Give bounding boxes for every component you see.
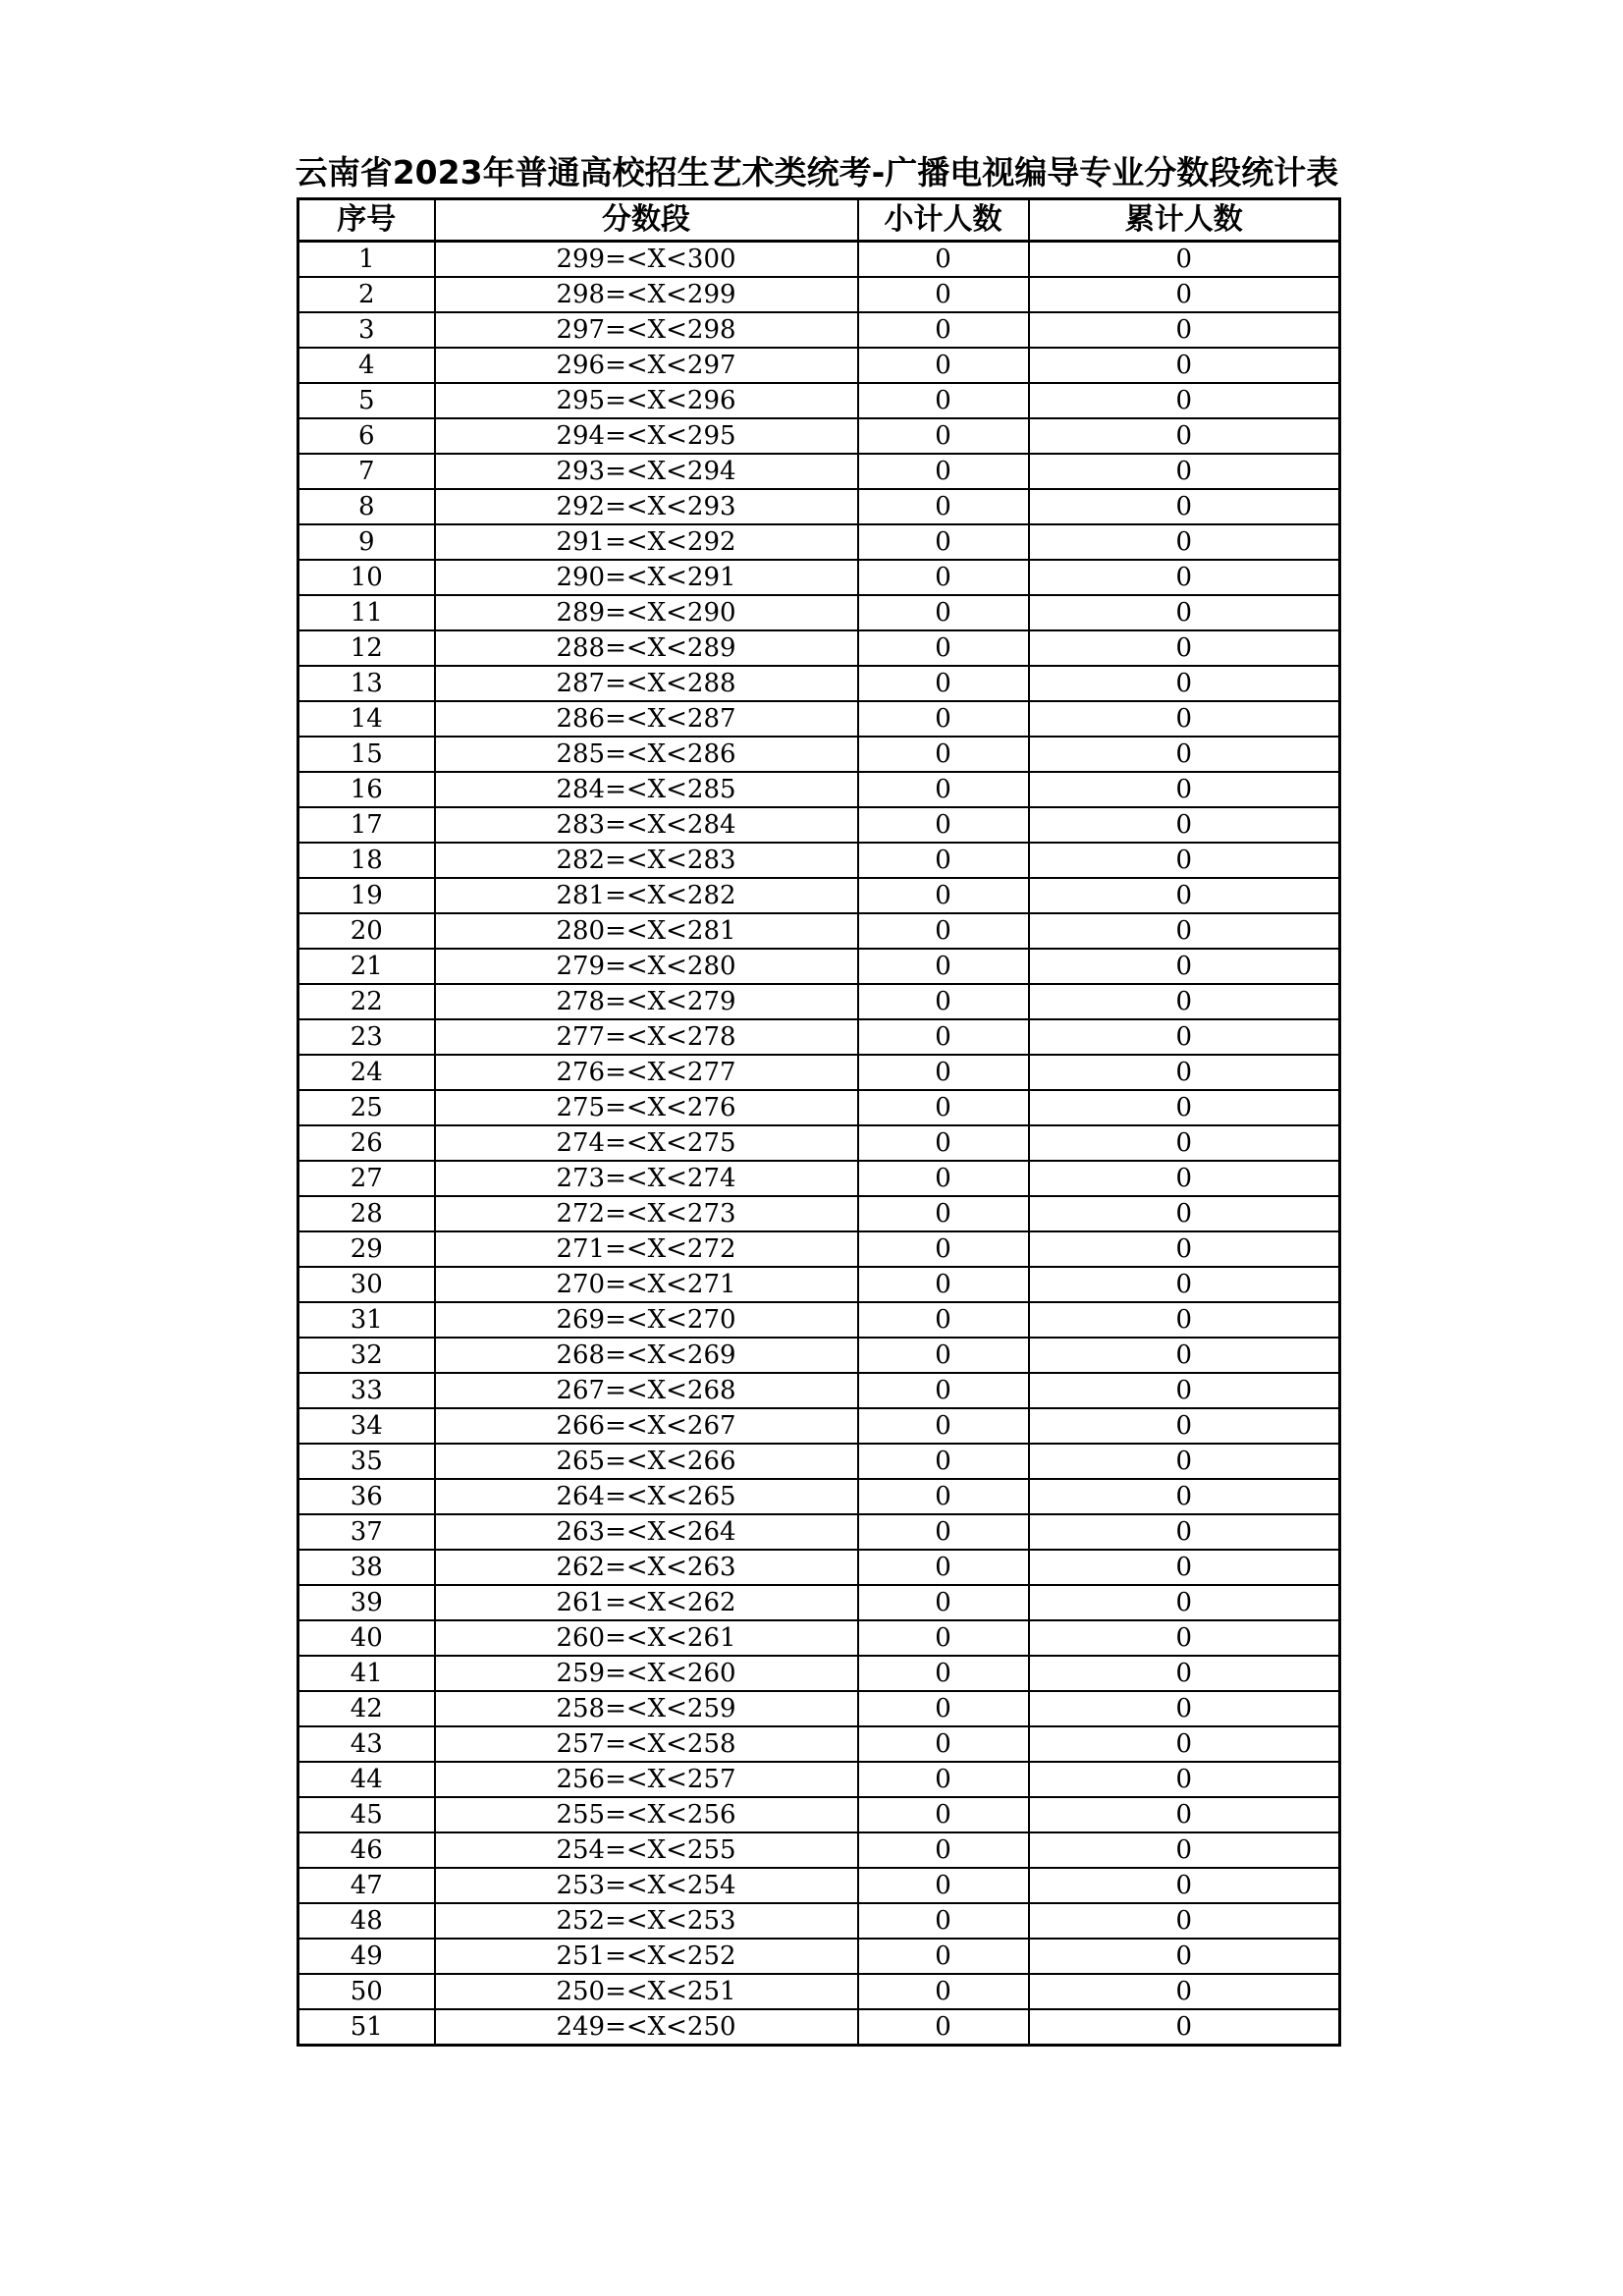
cell-subtotal: 0 bbox=[858, 1903, 1029, 1939]
cell-subtotal: 0 bbox=[858, 1514, 1029, 1550]
cell-subtotal: 0 bbox=[858, 1974, 1029, 2009]
cell-index: 44 bbox=[298, 1762, 435, 1797]
cell-subtotal: 0 bbox=[858, 1444, 1029, 1479]
table-row bbox=[298, 630, 1340, 666]
table-row bbox=[298, 1055, 1340, 1090]
cell-score-range: 291=<X<292 bbox=[435, 524, 858, 560]
cell-cumulative: 0 bbox=[1029, 1479, 1340, 1514]
cell-cumulative: 0 bbox=[1029, 1408, 1340, 1444]
table-row bbox=[298, 1019, 1340, 1055]
cell-index: 1 bbox=[298, 242, 435, 278]
cell-cumulative: 0 bbox=[1029, 701, 1340, 737]
table-row bbox=[298, 1585, 1340, 1620]
cell-cumulative: 0 bbox=[1029, 383, 1340, 418]
cell-index: 2 bbox=[298, 277, 435, 312]
cell-cumulative: 0 bbox=[1029, 1620, 1340, 1656]
cell-subtotal: 0 bbox=[858, 1939, 1029, 1974]
cell-subtotal: 0 bbox=[858, 1231, 1029, 1267]
cell-index: 28 bbox=[298, 1196, 435, 1231]
cell-cumulative: 0 bbox=[1029, 242, 1340, 278]
cell-cumulative: 0 bbox=[1029, 560, 1340, 595]
cell-subtotal: 0 bbox=[858, 630, 1029, 666]
cell-cumulative: 0 bbox=[1029, 1550, 1340, 1585]
cell-cumulative: 0 bbox=[1029, 1656, 1340, 1691]
table-row bbox=[298, 1550, 1340, 1585]
cell-score-range: 274=<X<275 bbox=[435, 1125, 858, 1161]
cell-score-range: 269=<X<270 bbox=[435, 1302, 858, 1338]
cell-index: 11 bbox=[298, 595, 435, 630]
table-row bbox=[298, 1620, 1340, 1656]
table-row bbox=[298, 1762, 1340, 1797]
cell-score-range: 277=<X<278 bbox=[435, 1019, 858, 1055]
cell-score-range: 289=<X<290 bbox=[435, 595, 858, 630]
cell-subtotal: 0 bbox=[858, 489, 1029, 524]
cell-index: 8 bbox=[298, 489, 435, 524]
table-row bbox=[298, 277, 1340, 312]
cell-subtotal: 0 bbox=[858, 666, 1029, 701]
cell-index: 5 bbox=[298, 383, 435, 418]
table-row bbox=[298, 418, 1340, 454]
table-row bbox=[298, 1125, 1340, 1161]
cell-subtotal: 0 bbox=[858, 524, 1029, 560]
cell-score-range: 290=<X<291 bbox=[435, 560, 858, 595]
cell-subtotal: 0 bbox=[858, 1019, 1029, 1055]
table-row bbox=[298, 489, 1340, 524]
cell-score-range: 261=<X<262 bbox=[435, 1585, 858, 1620]
table-row bbox=[298, 1479, 1340, 1514]
cell-cumulative: 0 bbox=[1029, 772, 1340, 807]
cell-index: 50 bbox=[298, 1974, 435, 2009]
cell-index: 15 bbox=[298, 737, 435, 772]
cell-index: 39 bbox=[298, 1585, 435, 1620]
cell-subtotal: 0 bbox=[858, 1267, 1029, 1302]
cell-index: 9 bbox=[298, 524, 435, 560]
cell-index: 14 bbox=[298, 701, 435, 737]
table-row bbox=[298, 1408, 1340, 1444]
cell-score-range: 283=<X<284 bbox=[435, 807, 858, 843]
cell-cumulative: 0 bbox=[1029, 1868, 1340, 1903]
cell-index: 18 bbox=[298, 843, 435, 878]
table-row bbox=[298, 560, 1340, 595]
cell-index: 38 bbox=[298, 1550, 435, 1585]
page-title: 云南省2023年普通高校招生艺术类统考-广播电视编导专业分数段统计表 bbox=[295, 153, 1339, 191]
cell-subtotal: 0 bbox=[858, 277, 1029, 312]
cell-cumulative: 0 bbox=[1029, 418, 1340, 454]
table-row bbox=[298, 454, 1340, 489]
table-row bbox=[298, 383, 1340, 418]
cell-cumulative: 0 bbox=[1029, 737, 1340, 772]
table-row bbox=[298, 949, 1340, 984]
cell-index: 25 bbox=[298, 1090, 435, 1125]
table-row bbox=[298, 1514, 1340, 1550]
table-row bbox=[298, 242, 1340, 278]
cell-index: 20 bbox=[298, 913, 435, 949]
cell-cumulative: 0 bbox=[1029, 1832, 1340, 1868]
cell-cumulative: 0 bbox=[1029, 312, 1340, 348]
cell-subtotal: 0 bbox=[858, 984, 1029, 1019]
cell-subtotal: 0 bbox=[858, 595, 1029, 630]
cell-score-range: 294=<X<295 bbox=[435, 418, 858, 454]
cell-index: 6 bbox=[298, 418, 435, 454]
cell-subtotal: 0 bbox=[858, 348, 1029, 383]
cell-score-range: 280=<X<281 bbox=[435, 913, 858, 949]
cell-index: 47 bbox=[298, 1868, 435, 1903]
cell-index: 41 bbox=[298, 1656, 435, 1691]
cell-cumulative: 0 bbox=[1029, 1125, 1340, 1161]
column-header-index: 序号 bbox=[298, 199, 435, 242]
table-row bbox=[298, 524, 1340, 560]
cell-score-range: 287=<X<288 bbox=[435, 666, 858, 701]
cell-index: 13 bbox=[298, 666, 435, 701]
cell-index: 48 bbox=[298, 1903, 435, 1939]
cell-score-range: 254=<X<255 bbox=[435, 1832, 858, 1868]
table-row bbox=[298, 595, 1340, 630]
cell-score-range: 252=<X<253 bbox=[435, 1903, 858, 1939]
cell-index: 37 bbox=[298, 1514, 435, 1550]
cell-score-range: 258=<X<259 bbox=[435, 1691, 858, 1726]
table-row bbox=[298, 701, 1340, 737]
table-row bbox=[298, 843, 1340, 878]
table-row bbox=[298, 1726, 1340, 1762]
cell-index: 23 bbox=[298, 1019, 435, 1055]
cell-subtotal: 0 bbox=[858, 454, 1029, 489]
column-header-subtotal: 小计人数 bbox=[858, 199, 1029, 242]
cell-subtotal: 0 bbox=[858, 560, 1029, 595]
cell-subtotal: 0 bbox=[858, 1762, 1029, 1797]
cell-index: 29 bbox=[298, 1231, 435, 1267]
table-row bbox=[298, 348, 1340, 383]
table-row bbox=[298, 1373, 1340, 1408]
cell-score-range: 263=<X<264 bbox=[435, 1514, 858, 1550]
cell-index: 40 bbox=[298, 1620, 435, 1656]
table-row bbox=[298, 666, 1340, 701]
cell-cumulative: 0 bbox=[1029, 630, 1340, 666]
column-header-cumulative: 累计人数 bbox=[1029, 199, 1340, 242]
cell-index: 43 bbox=[298, 1726, 435, 1762]
cell-subtotal: 0 bbox=[858, 1161, 1029, 1196]
cell-cumulative: 0 bbox=[1029, 1231, 1340, 1267]
cell-score-range: 256=<X<257 bbox=[435, 1762, 858, 1797]
cell-score-range: 295=<X<296 bbox=[435, 383, 858, 418]
table-row bbox=[298, 1196, 1340, 1231]
cell-subtotal: 0 bbox=[858, 1832, 1029, 1868]
cell-index: 21 bbox=[298, 949, 435, 984]
cell-subtotal: 0 bbox=[858, 913, 1029, 949]
cell-score-range: 266=<X<267 bbox=[435, 1408, 858, 1444]
cell-index: 33 bbox=[298, 1373, 435, 1408]
cell-score-range: 257=<X<258 bbox=[435, 1726, 858, 1762]
cell-index: 24 bbox=[298, 1055, 435, 1090]
table-row bbox=[298, 1231, 1340, 1267]
cell-cumulative: 0 bbox=[1029, 348, 1340, 383]
table-row bbox=[298, 1797, 1340, 1832]
cell-subtotal: 0 bbox=[858, 1373, 1029, 1408]
cell-cumulative: 0 bbox=[1029, 1019, 1340, 1055]
cell-subtotal: 0 bbox=[858, 1196, 1029, 1231]
cell-score-range: 299=<X<300 bbox=[435, 242, 858, 278]
cell-subtotal: 0 bbox=[858, 1338, 1029, 1373]
cell-index: 12 bbox=[298, 630, 435, 666]
table-row bbox=[298, 312, 1340, 348]
cell-index: 51 bbox=[298, 2009, 435, 2046]
cell-index: 34 bbox=[298, 1408, 435, 1444]
table-row bbox=[298, 1338, 1340, 1373]
cell-score-range: 297=<X<298 bbox=[435, 312, 858, 348]
cell-index: 30 bbox=[298, 1267, 435, 1302]
cell-subtotal: 0 bbox=[858, 843, 1029, 878]
cell-index: 10 bbox=[298, 560, 435, 595]
cell-score-range: 292=<X<293 bbox=[435, 489, 858, 524]
cell-score-range: 278=<X<279 bbox=[435, 984, 858, 1019]
cell-cumulative: 0 bbox=[1029, 1055, 1340, 1090]
cell-cumulative: 0 bbox=[1029, 1585, 1340, 1620]
cell-score-range: 275=<X<276 bbox=[435, 1090, 858, 1125]
cell-subtotal: 0 bbox=[858, 1408, 1029, 1444]
cell-index: 35 bbox=[298, 1444, 435, 1479]
cell-cumulative: 0 bbox=[1029, 1373, 1340, 1408]
cell-cumulative: 0 bbox=[1029, 1302, 1340, 1338]
cell-cumulative: 0 bbox=[1029, 1939, 1340, 1974]
cell-score-range: 264=<X<265 bbox=[435, 1479, 858, 1514]
cell-cumulative: 0 bbox=[1029, 454, 1340, 489]
cell-cumulative: 0 bbox=[1029, 1444, 1340, 1479]
cell-subtotal: 0 bbox=[858, 1585, 1029, 1620]
table-row bbox=[298, 772, 1340, 807]
cell-subtotal: 0 bbox=[858, 772, 1029, 807]
cell-subtotal: 0 bbox=[858, 1302, 1029, 1338]
column-header-score-range: 分数段 bbox=[435, 199, 858, 242]
cell-cumulative: 0 bbox=[1029, 1196, 1340, 1231]
cell-cumulative: 0 bbox=[1029, 1762, 1340, 1797]
cell-subtotal: 0 bbox=[858, 878, 1029, 913]
cell-subtotal: 0 bbox=[858, 418, 1029, 454]
cell-subtotal: 0 bbox=[858, 1479, 1029, 1514]
cell-index: 36 bbox=[298, 1479, 435, 1514]
cell-subtotal: 0 bbox=[858, 949, 1029, 984]
table-header-row bbox=[298, 199, 1340, 242]
cell-subtotal: 0 bbox=[858, 1090, 1029, 1125]
cell-subtotal: 0 bbox=[858, 1797, 1029, 1832]
cell-score-range: 271=<X<272 bbox=[435, 1231, 858, 1267]
cell-score-range: 272=<X<273 bbox=[435, 1196, 858, 1231]
cell-subtotal: 0 bbox=[858, 1620, 1029, 1656]
cell-subtotal: 0 bbox=[858, 2009, 1029, 2046]
cell-score-range: 251=<X<252 bbox=[435, 1939, 858, 1974]
cell-score-range: 255=<X<256 bbox=[435, 1797, 858, 1832]
cell-cumulative: 0 bbox=[1029, 1514, 1340, 1550]
cell-subtotal: 0 bbox=[858, 312, 1029, 348]
cell-cumulative: 0 bbox=[1029, 1797, 1340, 1832]
cell-index: 32 bbox=[298, 1338, 435, 1373]
cell-index: 31 bbox=[298, 1302, 435, 1338]
table-row bbox=[298, 1974, 1340, 2009]
cell-index: 49 bbox=[298, 1939, 435, 1974]
cell-cumulative: 0 bbox=[1029, 878, 1340, 913]
cell-index: 16 bbox=[298, 772, 435, 807]
table-row bbox=[298, 1832, 1340, 1868]
table-row bbox=[298, 1444, 1340, 1479]
cell-cumulative: 0 bbox=[1029, 949, 1340, 984]
cell-score-range: 260=<X<261 bbox=[435, 1620, 858, 1656]
table-row bbox=[298, 1090, 1340, 1125]
cell-index: 7 bbox=[298, 454, 435, 489]
cell-cumulative: 0 bbox=[1029, 1726, 1340, 1762]
table-row bbox=[298, 1939, 1340, 1974]
table-row bbox=[298, 1161, 1340, 1196]
cell-cumulative: 0 bbox=[1029, 489, 1340, 524]
table-row bbox=[298, 737, 1340, 772]
cell-score-range: 279=<X<280 bbox=[435, 949, 858, 984]
cell-score-range: 296=<X<297 bbox=[435, 348, 858, 383]
table-row bbox=[298, 878, 1340, 913]
table-row bbox=[298, 984, 1340, 1019]
cell-cumulative: 0 bbox=[1029, 1903, 1340, 1939]
cell-cumulative: 0 bbox=[1029, 524, 1340, 560]
cell-index: 45 bbox=[298, 1797, 435, 1832]
table-row bbox=[298, 1868, 1340, 1903]
cell-index: 27 bbox=[298, 1161, 435, 1196]
table-row bbox=[298, 1656, 1340, 1691]
cell-subtotal: 0 bbox=[858, 737, 1029, 772]
cell-index: 42 bbox=[298, 1691, 435, 1726]
cell-score-range: 281=<X<282 bbox=[435, 878, 858, 913]
cell-score-range: 284=<X<285 bbox=[435, 772, 858, 807]
cell-score-range: 249=<X<250 bbox=[435, 2009, 858, 2046]
cell-index: 46 bbox=[298, 1832, 435, 1868]
table-row bbox=[298, 807, 1340, 843]
table-row bbox=[298, 913, 1340, 949]
cell-subtotal: 0 bbox=[858, 1055, 1029, 1090]
cell-cumulative: 0 bbox=[1029, 1090, 1340, 1125]
cell-subtotal: 0 bbox=[858, 1125, 1029, 1161]
cell-cumulative: 0 bbox=[1029, 2009, 1340, 2046]
cell-subtotal: 0 bbox=[858, 383, 1029, 418]
cell-score-range: 250=<X<251 bbox=[435, 1974, 858, 2009]
cell-cumulative: 0 bbox=[1029, 595, 1340, 630]
cell-cumulative: 0 bbox=[1029, 1974, 1340, 2009]
cell-cumulative: 0 bbox=[1029, 984, 1340, 1019]
cell-index: 3 bbox=[298, 312, 435, 348]
cell-cumulative: 0 bbox=[1029, 1267, 1340, 1302]
cell-index: 22 bbox=[298, 984, 435, 1019]
cell-subtotal: 0 bbox=[858, 1656, 1029, 1691]
cell-score-range: 259=<X<260 bbox=[435, 1656, 858, 1691]
cell-cumulative: 0 bbox=[1029, 913, 1340, 949]
cell-score-range: 285=<X<286 bbox=[435, 737, 858, 772]
table-row bbox=[298, 1691, 1340, 1726]
score-distribution-table bbox=[297, 197, 1341, 2047]
cell-index: 4 bbox=[298, 348, 435, 383]
cell-score-range: 293=<X<294 bbox=[435, 454, 858, 489]
cell-cumulative: 0 bbox=[1029, 1338, 1340, 1373]
cell-subtotal: 0 bbox=[858, 1868, 1029, 1903]
cell-subtotal: 0 bbox=[858, 1550, 1029, 1585]
cell-score-range: 262=<X<263 bbox=[435, 1550, 858, 1585]
cell-subtotal: 0 bbox=[858, 807, 1029, 843]
cell-subtotal: 0 bbox=[858, 701, 1029, 737]
table-row bbox=[298, 1903, 1340, 1939]
cell-subtotal: 0 bbox=[858, 1726, 1029, 1762]
cell-score-range: 265=<X<266 bbox=[435, 1444, 858, 1479]
cell-subtotal: 0 bbox=[858, 242, 1029, 278]
cell-score-range: 288=<X<289 bbox=[435, 630, 858, 666]
cell-score-range: 273=<X<274 bbox=[435, 1161, 858, 1196]
cell-cumulative: 0 bbox=[1029, 843, 1340, 878]
cell-cumulative: 0 bbox=[1029, 807, 1340, 843]
table-row bbox=[298, 1267, 1340, 1302]
cell-score-range: 286=<X<287 bbox=[435, 701, 858, 737]
cell-index: 26 bbox=[298, 1125, 435, 1161]
table-row bbox=[298, 2009, 1340, 2046]
cell-score-range: 267=<X<268 bbox=[435, 1373, 858, 1408]
cell-score-range: 282=<X<283 bbox=[435, 843, 858, 878]
cell-score-range: 298=<X<299 bbox=[435, 277, 858, 312]
cell-cumulative: 0 bbox=[1029, 1691, 1340, 1726]
table-row bbox=[298, 1302, 1340, 1338]
cell-cumulative: 0 bbox=[1029, 277, 1340, 312]
cell-index: 17 bbox=[298, 807, 435, 843]
cell-cumulative: 0 bbox=[1029, 666, 1340, 701]
cell-subtotal: 0 bbox=[858, 1691, 1029, 1726]
cell-index: 19 bbox=[298, 878, 435, 913]
table-body bbox=[298, 242, 1340, 2046]
cell-score-range: 270=<X<271 bbox=[435, 1267, 858, 1302]
cell-score-range: 268=<X<269 bbox=[435, 1338, 858, 1373]
cell-score-range: 253=<X<254 bbox=[435, 1868, 858, 1903]
cell-score-range: 276=<X<277 bbox=[435, 1055, 858, 1090]
cell-cumulative: 0 bbox=[1029, 1161, 1340, 1196]
